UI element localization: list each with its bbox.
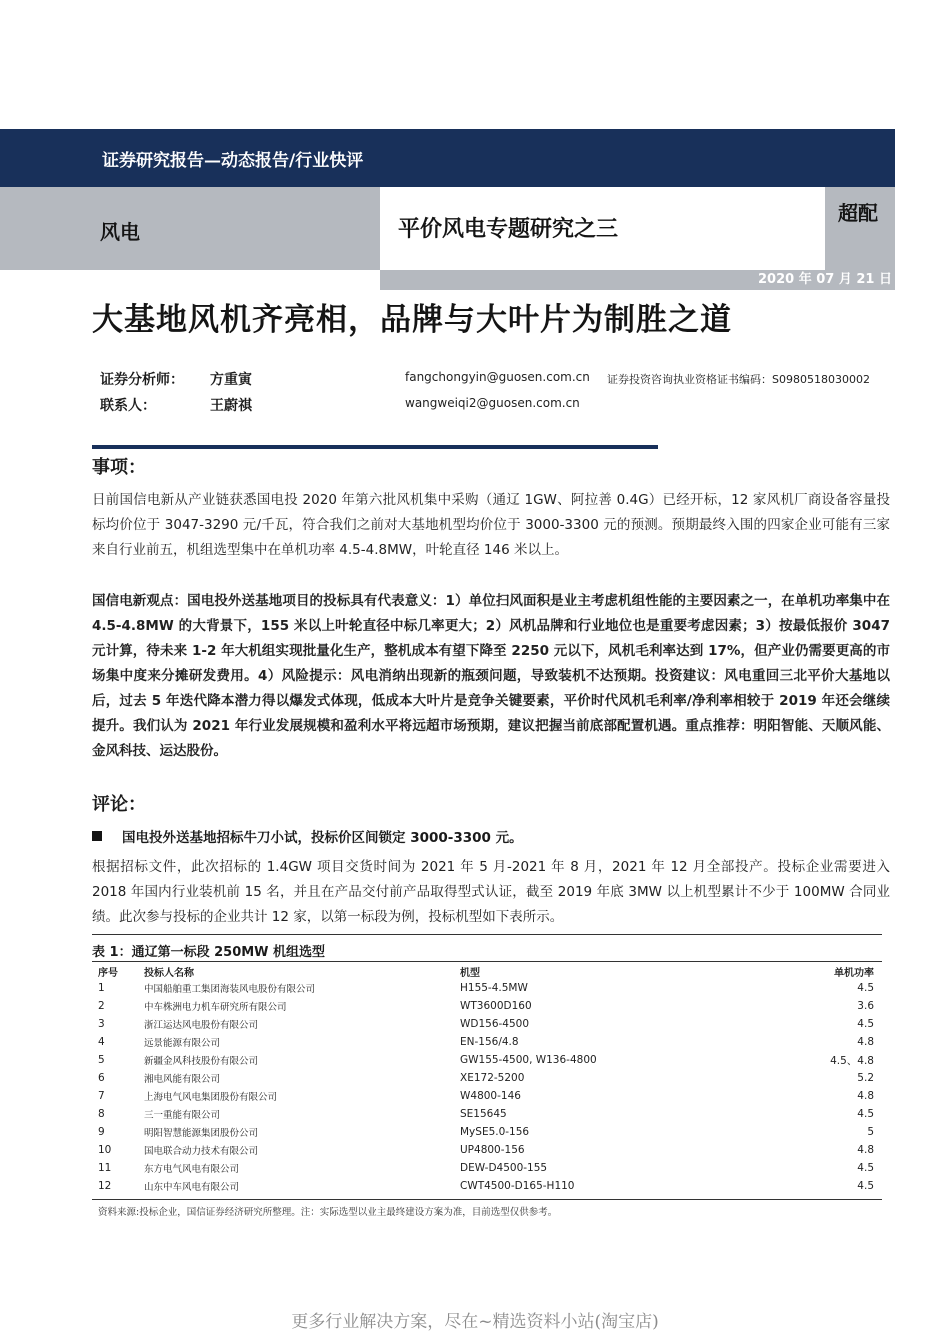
cell-power: 4.5 (857, 1162, 874, 1174)
cell-bidder: 山东中车风电有限公司 (144, 1182, 240, 1193)
cell-power: 4.8 (857, 1036, 874, 1048)
contact-label: 联系人： (100, 398, 156, 414)
table-row (92, 979, 882, 997)
comment-bullet (92, 826, 523, 846)
industry-label: 风电 (100, 220, 140, 244)
cell-index: 6 (98, 1072, 105, 1084)
cell-power: 5 (867, 1126, 874, 1138)
cell-power: 4.5 (857, 1180, 874, 1192)
comment-bullet-text: 国电投外送基地招标牛刀小试，投标价区间锁定 3000-3300 元。 (122, 830, 523, 846)
event-heading: 事项： (92, 457, 146, 478)
cell-index: 1 (98, 982, 105, 994)
cell-bidder: 中国船舶重工集团海装风电股份有限公司 (144, 984, 316, 995)
cell-power: 5.2 (857, 1072, 874, 1084)
analyst-email[interactable]: fangchongyin@guosen.com.cn (405, 370, 590, 384)
cell-power: 4.5、4.8 (830, 1054, 874, 1067)
cell-power: 4.8 (857, 1090, 874, 1102)
analyst-label: 证券分析师： (100, 372, 184, 388)
table-top-rule (92, 934, 882, 935)
col-header-index: 序号 (98, 968, 118, 979)
table-row (92, 1069, 882, 1087)
cell-power: 4.5 (857, 1018, 874, 1030)
table-row (92, 997, 882, 1015)
comment-heading: 评论： (92, 794, 146, 815)
cell-bidder: 明阳智慧能源集团股份公司 (144, 1128, 259, 1139)
cell-index: 7 (98, 1090, 105, 1102)
cell-model: MySE5.0-156 (460, 1126, 530, 1138)
report-series: 证券研究报告—动态报告/行业快评 (102, 151, 364, 171)
col-header-model: 机型 (460, 968, 480, 979)
viewpoint-paragraph: 国信电新观点：国电投外送基地项目的投标具有代表意义：1）单位扫风面积是业主考虑机组性能的主要因素之一，在单机功率集中在 4.5-4.8MW 的大背景下，155 米以上叶轮直径中标几率更大；2）风机品牌和行业地位也是重要考虑因素；3）按最低报价 3047 元计算，待未来 1-2 年大机组实现批量化生产，整机成本有望下降至 2250 元以下，风机毛利率达到 17%，但产业仍需要更高的市场集中度来分摊研发费用。4）风险提示：风电消纳出现新的瓶颈问题，导致装机不达预期。投资建议：风电重回三北平价大基地以后，过去 5 年迭代降本潜力得以爆发式体现，低成本大叶片是竞争关键要素，平价时代风机毛利率/净利率相较于 2019 年还会继续提升。我们认为 2021 年行业发展规模和盈利水平将远超市场预期，建议把握当前底部配置机遇。重点推荐：明阳智能、天顺风能、金风科技、运达股份。 (92, 593, 890, 759)
section-divider (92, 445, 658, 449)
cell-model: WT3600D160 (460, 1000, 532, 1012)
cell-index: 8 (98, 1108, 105, 1120)
cell-model: WD156-4500 (460, 1018, 530, 1030)
table-source-note: 资料来源:投标企业，国信证券经济研究所整理。注：实际选型以业主最终建设方案为准，目前选型仅供参考。 (98, 1207, 558, 1218)
table-row (92, 1159, 882, 1177)
table-header-row (92, 964, 882, 979)
cell-bidder: 新疆金风科技股份有限公司 (144, 1056, 259, 1067)
cell-power: 3.6 (857, 1000, 874, 1012)
contact-email[interactable]: wangweiqi2@guosen.com.cn (405, 396, 580, 410)
cell-index: 5 (98, 1054, 105, 1066)
cell-model: GW155-4500, W136-4800 (460, 1054, 597, 1066)
table-row (92, 1087, 882, 1105)
cell-index: 4 (98, 1036, 105, 1048)
table-title-rule (92, 961, 882, 962)
cell-model: W4800-146 (460, 1090, 521, 1102)
cell-bidder: 东方电气风电有限公司 (144, 1164, 240, 1175)
cell-bidder: 中车株洲电力机车研究所有限公司 (144, 1002, 287, 1013)
col-header-power: 单机功率 (834, 968, 874, 979)
table-row (92, 1105, 882, 1123)
cell-power: 4.5 (857, 1108, 874, 1120)
table-row (92, 1051, 882, 1069)
bullet-square-icon (92, 831, 102, 841)
cell-model: XE172-5200 (460, 1072, 525, 1084)
cell-power: 4.8 (857, 1144, 874, 1156)
cell-model: EN-156/4.8 (460, 1036, 519, 1048)
cell-index: 9 (98, 1126, 105, 1138)
cell-bidder: 湘电风能有限公司 (144, 1074, 221, 1085)
cell-index: 12 (98, 1180, 112, 1192)
cell-index: 10 (98, 1144, 112, 1156)
cell-model: SE15645 (460, 1108, 507, 1120)
cell-model: DEW-D4500-155 (460, 1162, 548, 1174)
cell-model: H155-4.5MW (460, 982, 528, 994)
table-row (92, 1033, 882, 1051)
analyst-cert: 证券投资咨询执业资格证书编码：S0980518030002 (607, 373, 870, 386)
cell-model: UP4800-156 (460, 1144, 525, 1156)
table-title: 表 1：通辽第一标段 250MW 机组选型 (92, 945, 326, 960)
table-row (92, 1123, 882, 1141)
table-row (92, 1141, 882, 1159)
cell-index: 3 (98, 1018, 105, 1030)
cell-bidder: 浙江运达风电股份有限公司 (144, 1020, 259, 1031)
bid-table (92, 964, 882, 1195)
cell-bidder: 上海电气风电集团股份有限公司 (144, 1092, 278, 1103)
comment-paragraph: 根据招标文件，此次招标的 1.4GW 项目交货时间为 2021 年 5 月-2021 年 8 月，2021 年 12 月全部投产。投标企业需要进入 2018 年国内行业装机前 15 名，并且在产品交付前产品取得型式认证，截至 2019 年底 3MW 以上机型累计不少于 100MW 合同业绩。此次参与投标的企业共计 12 家，以第一标段为例，投标机型如下表所示。 (92, 859, 890, 925)
col-header-bidder: 投标人名称 (144, 968, 194, 979)
cell-model: CWT4500-D165-H110 (460, 1180, 575, 1192)
event-paragraph: 日前国信电新从产业链获悉国电投 2020 年第六批风机集中采购（通辽 1GW、阿拉善 0.4G）已经开标，12 家风机厂商设备容量投标均价位于 3047-3290 元/千瓦，符合我们之前对大基地机型均价位于 3000-3300 元的预测。预期最终入围的四家企业可能有三家来自行业前五，机组选型集中在单机功率 4.5-4.8MW，叶轮直径 146 米以上。 (92, 492, 890, 558)
cell-bidder: 三一重能有限公司 (144, 1110, 221, 1121)
analyst-name: 方重寅 (210, 372, 252, 388)
footer-watermark: 更多行业解决方案，尽在~精选资料小站(淘宝店) (291, 1312, 659, 1332)
table-row (92, 1015, 882, 1033)
contact-name: 王蔚祺 (210, 398, 252, 414)
report-topic: 平价风电专题研究之三 (398, 216, 619, 242)
rating-label: 超配 (838, 201, 878, 225)
table-body (92, 979, 882, 1195)
cell-bidder: 国电联合动力技术有限公司 (144, 1146, 259, 1157)
report-title: 大基地风机齐亮相，品牌与大叶片为制胜之道 (92, 302, 732, 338)
report-date: 2020 年 07 月 21 日 (758, 272, 892, 287)
table-row (92, 1177, 882, 1195)
table-bottom-rule (92, 1199, 882, 1200)
cell-bidder: 远景能源有限公司 (144, 1038, 221, 1049)
cell-index: 11 (98, 1162, 112, 1174)
cell-power: 4.5 (857, 982, 874, 994)
cell-index: 2 (98, 1000, 105, 1012)
